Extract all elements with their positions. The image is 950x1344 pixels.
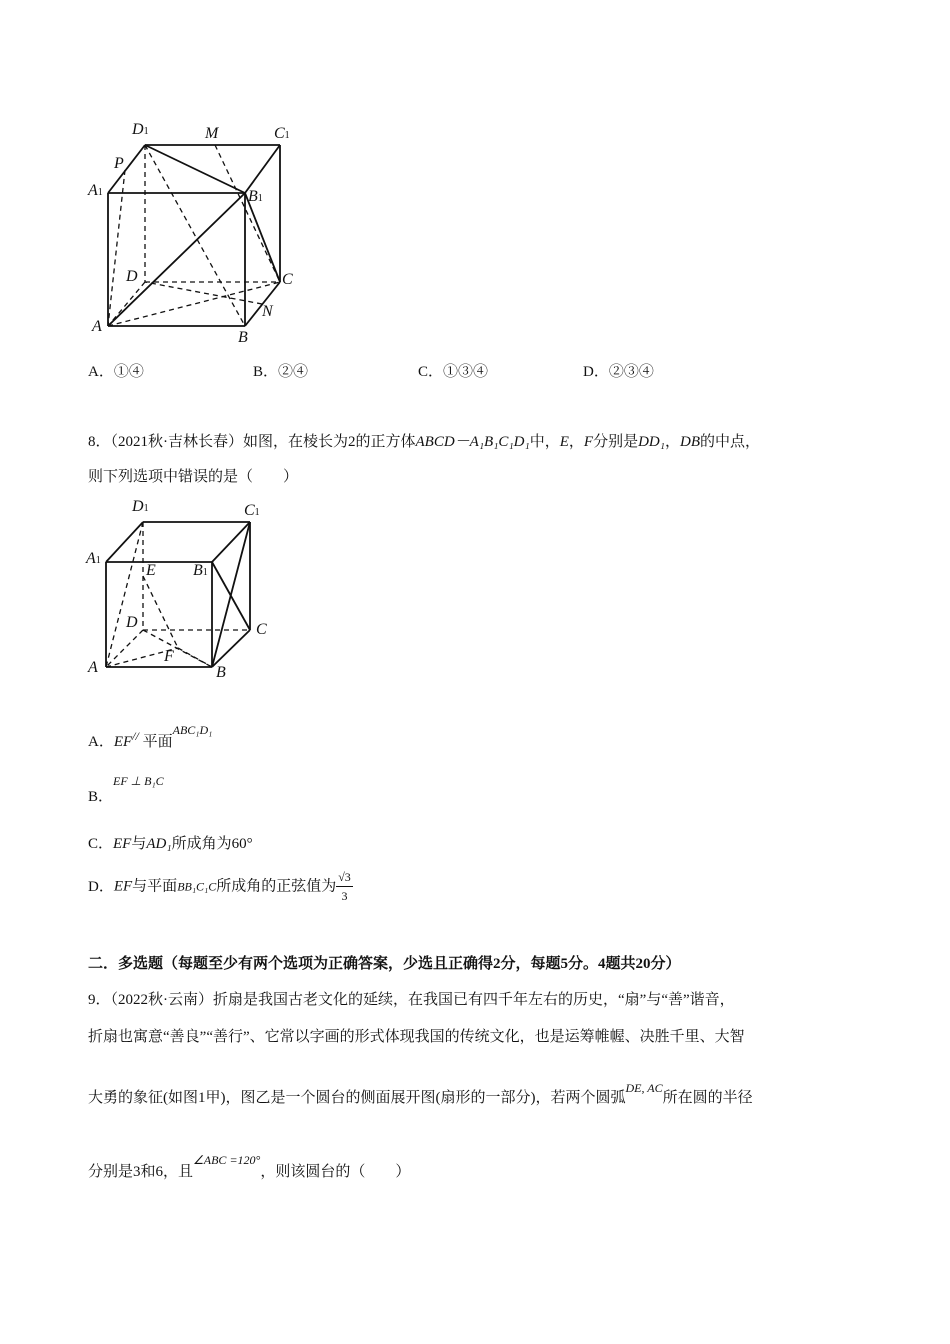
q8-label-A1: A1 [86, 550, 101, 567]
q7-label-B: B [238, 329, 248, 346]
q7-label-C: C [282, 271, 293, 288]
q7-label-A1: A1 [88, 182, 103, 199]
q9-line1: 9．（2022秋·云南）折扇是我国古老文化的延续，在我国已有四千年左右的历史，“扇”与“善”谐音， [88, 992, 735, 1008]
q7-label-B1: B1 [248, 188, 263, 205]
q8-stem-line2: 则下列选项中错误的是（ ） [88, 469, 299, 485]
q8-label-F: F [164, 648, 174, 665]
q8-option-c[interactable]: C．EF与AD₁所成角为60° [88, 836, 253, 852]
q7-option-b[interactable]: B．②④ [253, 364, 309, 380]
q8-option-d[interactable]: D．EF与平面BB₁C₁C所成角的正弦值为 $\frac{√3}{3}$ [88, 870, 351, 903]
q7-label-M: M [205, 125, 219, 142]
q8-label-D: D [126, 614, 138, 631]
q8-option-b[interactable]: B．$^{EF \perp B_1C}$ [88, 774, 164, 805]
q7-label-D1: D1 [132, 121, 149, 138]
q8-label-A: A [88, 659, 98, 676]
q9-arcs: DE, AC [625, 1081, 663, 1095]
q8-label-C1: C1 [244, 502, 260, 519]
q7-option-c[interactable]: C．①③④ [418, 364, 489, 380]
section-2-title: 二．多选题（每题至少有两个选项为正确答案，少选且正确得2分，每题5分。4题共20分） [88, 956, 681, 972]
q7-label-A: A [92, 318, 102, 335]
q8-option-d-fraction: $\frac{√3}{3}$ [338, 870, 351, 903]
q9-line2: 折扇也寓意“善良”“善行”、它常以字画的形式体现我国的传统文化，也是运筹帷幄、决胜千里、大智 [88, 1029, 745, 1045]
q7-label-D: D [126, 268, 138, 285]
q7-option-a[interactable]: A．①④ [88, 364, 144, 380]
q8-option-a[interactable]: A．EF// 平面$^{ABC_1D_1}$ [88, 723, 213, 750]
q7-label-P: P [114, 155, 124, 172]
q8-label-D1: D1 [132, 498, 149, 515]
q9-angle: ∠ABC =120° [193, 1153, 261, 1167]
q8-stem-line1: 8．（2021秋·吉林长春）如图，在棱长为2的正方体ABCD－A₁B₁C₁D₁中，E，F分别是DD₁，DB的中点， [88, 434, 761, 450]
q9-line4: 分别是3和6，且$^{\angle ABC =120^\circ}$，则该圆台的（ ） [88, 1153, 411, 1180]
q8-label-B1: B1 [193, 562, 208, 579]
q7-label-C1: C1 [274, 125, 290, 142]
q7-label-N: N [262, 303, 273, 320]
q8-label-B: B [216, 664, 226, 681]
q8-label-E: E [146, 562, 156, 579]
q9-line3: 大勇的象征(如图1甲)，图乙是一个圆台的侧面展开图(扇形的一部分)，若两个圆弧$^{DE, AC}$所在圆的半径 [88, 1081, 753, 1106]
q7-option-d[interactable]: D．②③④ [583, 364, 654, 380]
q8-label-C: C [256, 621, 267, 638]
